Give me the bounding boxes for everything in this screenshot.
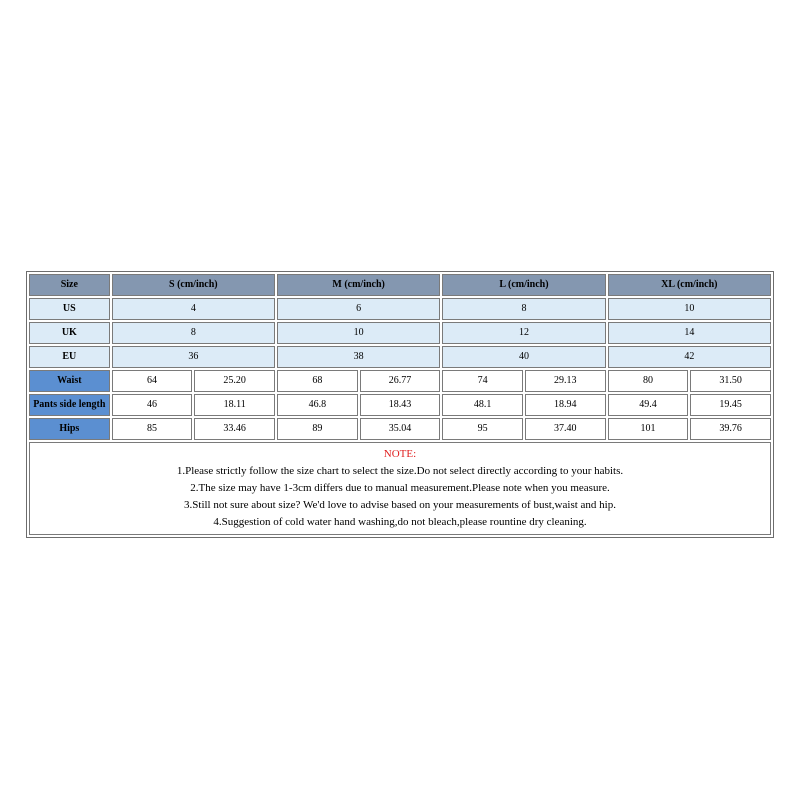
size-header-l: L (cm/inch)	[442, 274, 605, 296]
region-value: 42	[608, 346, 771, 368]
region-label: US	[29, 298, 110, 320]
size-header-m: M (cm/inch)	[277, 274, 440, 296]
size-header-xl: XL (cm/inch)	[608, 274, 771, 296]
measure-value: 46	[112, 394, 193, 416]
measure-value: 74	[442, 370, 523, 392]
measure-label: Hips	[29, 418, 110, 440]
region-value: 10	[277, 322, 440, 344]
measure-value: 64	[112, 370, 193, 392]
measure-value: 29.13	[525, 370, 606, 392]
measure-value: 48.1	[442, 394, 523, 416]
note-line-1: 1.Please strictly follow the size chart to select the size.Do not select directly according to your habits.	[176, 465, 624, 477]
measure-value: 35.04	[360, 418, 441, 440]
region-value: 38	[277, 346, 440, 368]
region-label: UK	[29, 322, 110, 344]
region-label: EU	[29, 346, 110, 368]
measure-value: 85	[112, 418, 193, 440]
size-chart-table	[26, 271, 774, 538]
notes-title: NOTE:	[383, 448, 417, 460]
region-value: 36	[112, 346, 275, 368]
measure-value: 39.76	[690, 418, 771, 440]
measure-value: 31.50	[690, 370, 771, 392]
measure-row-hips	[29, 418, 771, 440]
measure-value: 33.46	[194, 418, 275, 440]
size-header-s: S (cm/inch)	[112, 274, 275, 296]
measure-value: 68	[277, 370, 358, 392]
measure-value: 37.40	[525, 418, 606, 440]
region-value: 12	[442, 322, 605, 344]
measure-row-waist	[29, 370, 771, 392]
region-value: 40	[442, 346, 605, 368]
region-row-uk	[29, 322, 771, 344]
region-value: 14	[608, 322, 771, 344]
measure-value: 25.20	[194, 370, 275, 392]
region-row-us	[29, 298, 771, 320]
measure-value: 101	[608, 418, 689, 440]
header-row	[29, 274, 771, 296]
measure-value: 49.4	[608, 394, 689, 416]
note-line-4: 4.Suggestion of cold water hand washing,do not bleach,please rountine dry cleaning.	[213, 516, 587, 528]
notes-row	[29, 442, 771, 535]
region-value: 6	[277, 298, 440, 320]
size-header-label: Size	[29, 274, 110, 296]
measure-row-pants-side-length	[29, 394, 771, 416]
notes-cell	[29, 442, 771, 535]
measure-value: 18.43	[360, 394, 441, 416]
region-value: 4	[112, 298, 275, 320]
measure-value: 18.94	[525, 394, 606, 416]
measure-value: 18.11	[194, 394, 275, 416]
region-value: 8	[112, 322, 275, 344]
region-value: 8	[442, 298, 605, 320]
measure-value: 26.77	[360, 370, 441, 392]
measure-value: 46.8	[277, 394, 358, 416]
region-value: 10	[608, 298, 771, 320]
measure-value: 19.45	[690, 394, 771, 416]
measure-label: Waist	[29, 370, 110, 392]
measure-label: Pants side length	[29, 394, 110, 416]
note-line-2: 2.The size may have 1-3cm differs due to manual measurement.Please note when you measure.	[190, 482, 610, 494]
region-row-eu	[29, 346, 771, 368]
measure-value: 80	[608, 370, 689, 392]
measure-value: 95	[442, 418, 523, 440]
measure-value: 89	[277, 418, 358, 440]
note-line-3: 3.Still not sure about size? We'd love to advise based on your measurements of bust,waist and hip.	[184, 499, 616, 511]
